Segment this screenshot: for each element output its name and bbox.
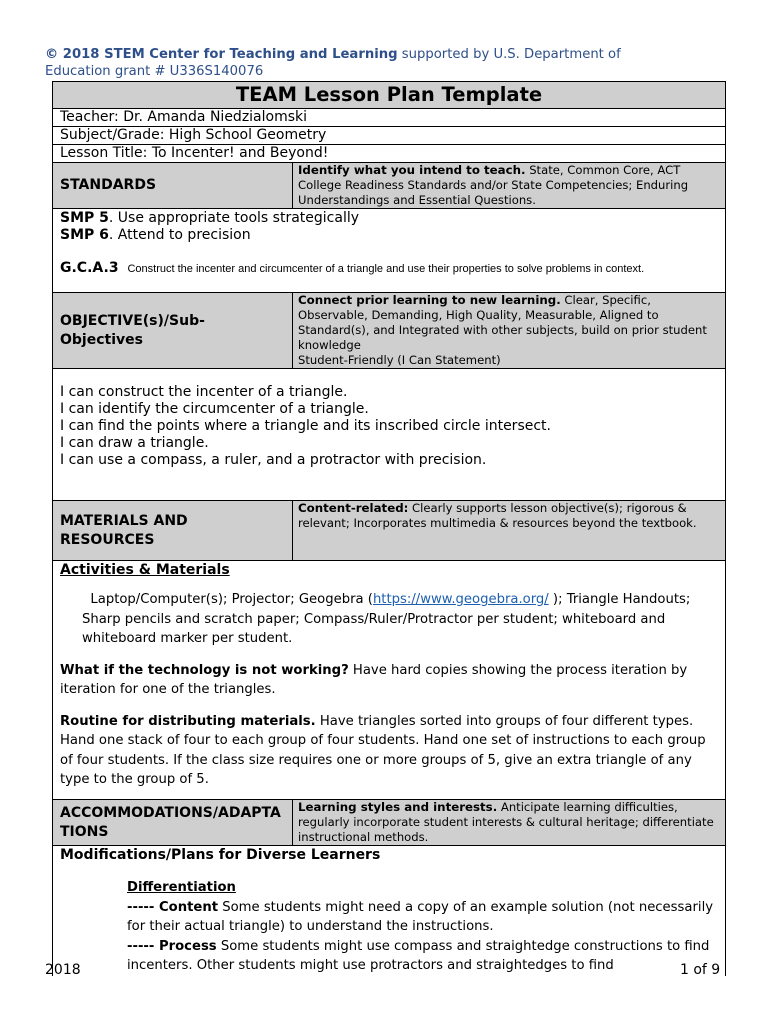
header-note [45, 46, 685, 80]
materials-label: MATERIALS AND RESOURCES [53, 501, 293, 561]
content-differentiation: ----- Content Some students might need a copy of an example solution (not necessarily for their actual triangle) to understand the instructions. [127, 899, 714, 934]
accommodations-content [53, 846, 726, 976]
materials-list: Laptop/Computer(s); Projector; Geogebra (https://www.geogebra.org/ ); Triangle Handouts; Sharp pencils and scratch paper; Compass/Ruler/Protractor per student; whiteboard and whiteboard marker per student. [82, 592, 691, 646]
tech-fallback: What if the technology is not working? Have hard copies showing the process iteration by iteration for one of the triangles. [60, 662, 688, 697]
copyright-text: © 2018 STEM Center for Teaching and Learning [45, 47, 398, 62]
grant-text: supported by U.S. Department of Education grant # U336S140076 [45, 47, 621, 79]
differentiation-block [127, 878, 721, 978]
differentiation-heading: Differentiation [127, 880, 236, 895]
objective-item: I can identify the circumcenter of a triangle. [60, 401, 369, 417]
modifications-heading: Modifications/Plans for Diverse Learners [60, 847, 381, 863]
standards-description: Identify what you intend to teach. State, Common Core, ACT College Readiness Standards and/or State Competencies; Enduring Understandings and Essential Questions. [293, 163, 726, 209]
process-differentiation: ----- Process Some students might use compass and straightedge constructions to find incenters. Other students might use protractors and straightedges to find [127, 938, 710, 973]
routine-distribution: Routine for distributing materials. Have triangles sorted into groups of four different types. Hand one stack of four to each group of four students. Hand one set of instructions to each group of four students. If the class size requires one or more groups of 5, give an extra triangle of any type to the group of 5. [60, 713, 706, 787]
standard-smp5: SMP 5. Use appropriate tools strategically [60, 210, 360, 226]
standards-content [53, 209, 726, 293]
footer-year: 2018 [45, 962, 81, 978]
teacher-row: Teacher: Dr. Amanda Niedzialomski [53, 109, 726, 127]
objectives-label: OBJECTIVE(s)/Sub-Objectives [53, 293, 293, 369]
lesson-plan-table [52, 81, 726, 976]
footer-page-number: 1 of 9 [680, 962, 721, 978]
lesson-title-row: Lesson Title: To Incenter! and Beyond! [53, 145, 726, 163]
objective-item: I can draw a triangle. [60, 435, 209, 451]
materials-content [53, 561, 726, 800]
objectives-content [53, 369, 726, 501]
subject-row: Subject/Grade: High School Geometry [53, 127, 726, 145]
objectives-description: Connect prior learning to new learning. Clear, Specific, Observable, Demanding, High Quality, Measurable, Aligned to Standard(s), and Integrated with other subjects, build on prior student knowledge Student-Friendly (I Can Statement) [293, 293, 726, 369]
accommodations-description: Learning styles and interests. Anticipate learning difficulties, regularly incorporate student interests & cultural heritage; differentiate instructional methods. [293, 800, 726, 846]
page-title: TEAM Lesson Plan Template [53, 82, 726, 109]
accommodations-label: ACCOMMODATIONS/ADAPTATIONS [53, 800, 293, 846]
objective-item: I can construct the incenter of a triangle. [60, 384, 348, 400]
objective-item: I can use a compass, a ruler, and a protractor with precision. [60, 452, 487, 468]
activities-heading: Activities & Materials [60, 562, 230, 578]
standard-gca3: G.C.A.3 Construct the incenter and circumcenter of a triangle and use their properties to solve problems in context. [60, 260, 645, 276]
geogebra-link[interactable]: https://www.geogebra.org/ [372, 592, 549, 607]
standards-label: STANDARDS [53, 163, 293, 209]
objective-item: I can find the points where a triangle and its inscribed circle intersect. [60, 418, 551, 434]
standard-smp6: SMP 6. Attend to precision [60, 227, 251, 243]
materials-description: Content-related: Clearly supports lesson objective(s); rigorous & relevant; Incorporates multimedia & resources beyond the textbook. [293, 501, 726, 561]
